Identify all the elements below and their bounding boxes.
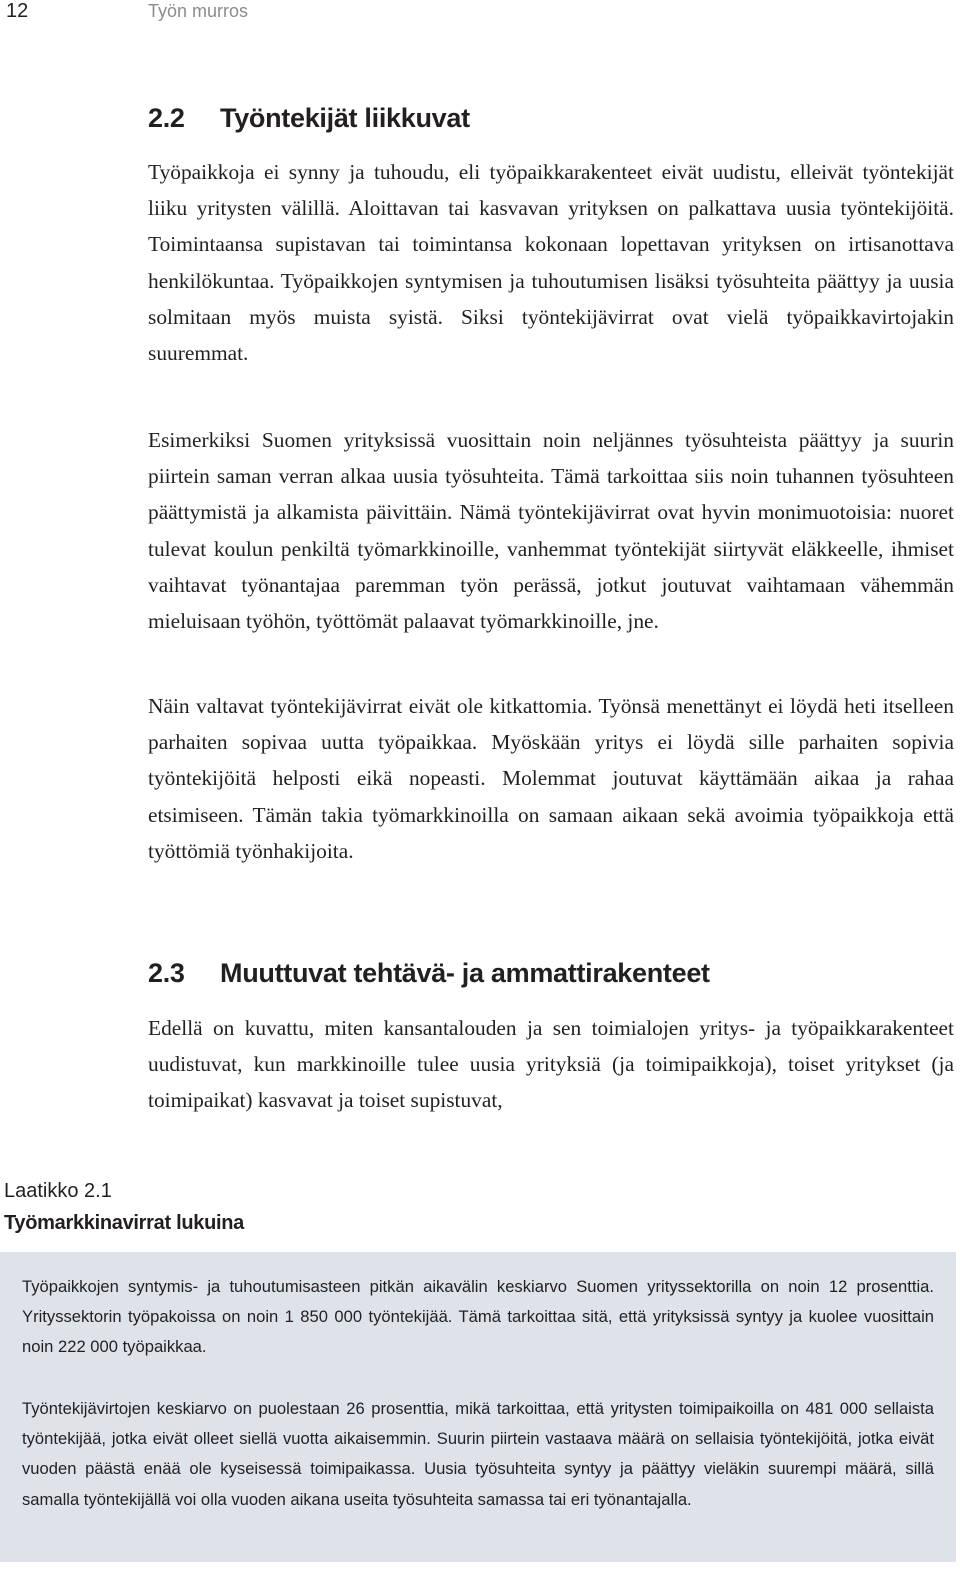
info-box xyxy=(0,1252,956,1562)
page-number: 12 xyxy=(6,0,29,22)
section-title: Muuttuvat tehtävä- ja ammattirakenteet xyxy=(220,958,710,988)
body-paragraph: Näin valtavat työntekijävirrat eivät ole kitkattomia. Työnsä menettänyt ei löydä heti itselleen parhaiten sopivaa uutta työpaikkaa. Myöskään yritys ei löydä sille parhaiten sopivia työntekijöitä helposti eikä nopeasti. Molemmat joutuvat käyttämään aikaa ja rahaa etsimiseen. Tämän takia työmarkkinoilla on samaan aikaan sekä avoimia työpaikkoja että työttömiä työnhakijoita. xyxy=(148,694,954,863)
body-paragraph: Esimerkiksi Suomen yrityksissä vuosittain noin neljännes työsuhteista päättyy ja suurin piirtein saman verran alkaa uusia työsuhteita. Tämä tarkoittaa siis noin tuhannen työsuhteen päättymistä ja alkamista päivittäin. Nämä työntekijävirrat ovat hyvin monimuotoisia: nuoret tulevat koulun penkiltä työmarkkinoille, vanhemmat työntekijät siirtyvät eläkkeelle, ihmiset vaihtavat työnantajaa paremman työn perässä, jotkut joutuvat vaihtamaan vähemmän mieluisaan työhön, työttömät palaavat työmarkkinoille, jne. xyxy=(148,428,954,634)
section-title: Työntekijät liikkuvat xyxy=(220,103,470,133)
box-paragraph: Työpaikkojen syntymis- ja tuhoutumisasteen pitkän aikavälin keskiarvo Suomen yrityssektorilla on noin 12 prosenttia. Yrityssektorin työpakoissa on noin 1 850 000 työntekijää. Tämä tarkoittaa sitä, että yrityksissä syntyy ja kuolee vuosittain noin 222 000 työpaikkaa. xyxy=(22,1277,934,1357)
running-title: Työn murros xyxy=(148,1,249,21)
section-heading-2-2 xyxy=(148,103,470,134)
body-paragraph: Työpaikkoja ei synny ja tuhoudu, eli työpaikkarakenteet eivät uudistu, elleivät työntekijät liiku yritysten välillä. Aloittavan tai kasvavan yrityksen on palkattava uusia työntekijöitä. Toimintaansa supistavan tai toimintansa kokonaan lopettavan yrityksen on irtisanottava henkilökuntaa. Työpaikkojen syntymisen ja tuhoutumisen lisäksi työsuhteita päättyy ja uusia solmitaan myös muista syistä. Siksi työntekijävirrat ovat vielä työpaikkavirtojakin suuremmat. xyxy=(148,160,954,366)
section-number: 2.3 xyxy=(148,958,185,988)
section-number: 2.2 xyxy=(148,103,185,133)
body-paragraph: Edellä on kuvattu, miten kansantalouden ja sen toimialojen yritys- ja työpaikkarakenteet uudistuvat, kun markkinoille tulee uusia yrityksiä (ja toimipaikkoja), toiset yritykset (ja toimipaikat) kasvavat ja toiset supistuvat, xyxy=(148,1016,954,1113)
box-title: Työmarkkinavirrat lukuina xyxy=(4,1212,245,1234)
box-label: Laatikko 2.1 xyxy=(4,1180,112,1202)
section-heading-2-3 xyxy=(148,958,710,989)
box-paragraph: Työntekijävirtojen keskiarvo on puolestaan 26 prosenttia, mikä tarkoittaa, että yritysten toimipaikoilla on 481 000 sellaista työntekijää, jotka eivät olleet siellä vuotta aikaisemmin. Suurin piirtein vastaava määrä on sellaisia työntekijöitä, jotka eivät vuoden päästä enää ole kyseisessä toimipaikassa. Uusia työsuhteita syntyy ja päättyy vieläkin suurempi määrä, sillä samalla työntekijällä voi olla vuoden aikana useita työsuhteita samassa tai eri työnantajalla. xyxy=(22,1399,934,1509)
page-header xyxy=(0,0,960,30)
